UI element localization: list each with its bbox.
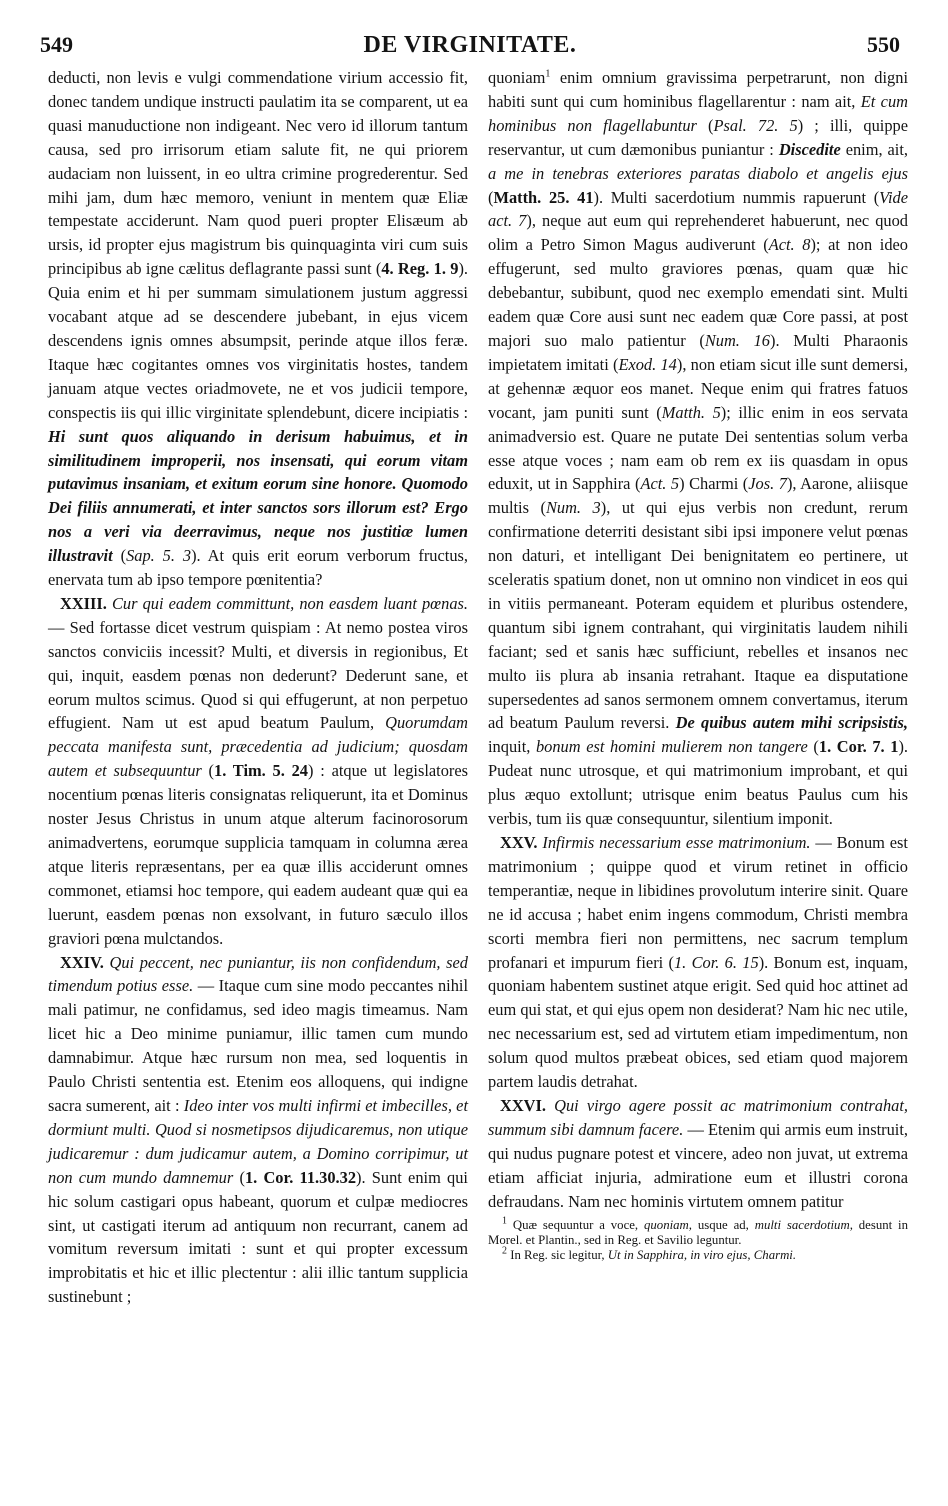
footnote-1: $^1$ Quæ sequuntur a voce, quoniam, usque ad, multi sacerdotium, desunt in Morel. et Plantin., sed in Reg. et Savilio leguntur. bbox=[488, 1215, 908, 1247]
section-23: XXIII. Cur qui eadem committunt, non easdem luant pœnas. — Sed fortasse dicet vestrum quispiam : At nemo postea viros sanctos conviciis incessit? Multi, et diversis in regionibus, Et qui, inquit, easdem pœnas non dederunt? Dederunt sane, et eorum multos scimus. Quod si qui effugerunt, at non perpetuo effugient. Nam ut est apud beatum Paulum, Quorumdam peccata manifesta sunt, præcedentia ad judicium; quosdam autem et subsequuntur (1. Tim. 5. 24) : atque ut legislatores nocentium pœnas literis consignatas reliquerunt, ita et Dominus noster Jesus Christus in unum atque alterum facinorosorum animadvertens, eorumque supplicia tamquam in columna ærea atque literis repræsentans, per ea quæ illis acciderunt omnes commonet, etiamsi hoc tempore, qui eadem audeant quæ qui ea luerunt, easdem pœnas non exsolvant, in futuro sæculo illos graviori pœna mulctandos. bbox=[48, 593, 469, 948]
footnotes bbox=[488, 1215, 908, 1263]
footnote-2: $^2$ In Reg. sic legitur, Ut in Sapphira, in viro ejus, Charmi. bbox=[502, 1245, 797, 1262]
page-number-left: 549 bbox=[40, 32, 73, 57]
footnote-mark: 1 bbox=[502, 1215, 507, 1227]
scripture-reference: 1. Cor. 11.30.32 bbox=[244, 1167, 357, 1187]
section-24: XXIV. Qui peccent, nec puniantur, iis non confidendum, sed timendum potius esse. — Itaque cum sine modo peccantes nihil mali patimur, ne confidamus, sed ideo magis timeamus. Nam licet hic a Deo minime puniamur, illic tamen cum mundo damnabimur. Atque hæc rursum non mea, sed loquentis in Paulo Christi sententia est. Etenim eos alloquens, qui indigne sacra sumerent, ait : Ideo inter vos multi infirmi et imbecilles, et dormiunt multi. Quod si nosmetipsos dijudicaremus, non utique judicaremur : dum judicamur autem, a Domino corripimur, ut non cum mundo damnemur (1. Cor. 11.30.32). Sunt enim qui hic solum castigari opus habeant, quorum et culpæ mediocres sint, ut castigati iterum ad antiquum non recurrant, canem ad vomitum reversum imitati : sunt et qui propter excessum improbitatis et hic et illic plectentur : alii illic tantum supplicia sustinebunt ; bbox=[48, 952, 469, 1307]
scripture-reference: Sap. 5. 3 bbox=[126, 546, 192, 566]
scripture-quote: Et cum hominibus non flagellabuntur bbox=[488, 91, 908, 135]
footnote-mark: 2 bbox=[502, 1245, 507, 1257]
section-number: XXIV. bbox=[60, 952, 104, 972]
page-number-right: 550 bbox=[867, 32, 900, 57]
section-number: XXV. bbox=[500, 833, 538, 852]
section-title: Infirmis necessarium esse matrimonium. bbox=[542, 833, 811, 852]
left-column bbox=[48, 66, 468, 1309]
footnote-marker: 1 bbox=[545, 68, 551, 80]
scripture-reference: 1. Cor. 6. 15 bbox=[673, 952, 759, 972]
section-title: Qui virgo agere possit ac matrimonium contrahat, summum sibi damnum facere. bbox=[488, 1095, 908, 1139]
section-title: Qui peccent, nec puniantur, iis non confidendum, sed timendum potius esse. bbox=[48, 952, 469, 996]
scripture-quote: Ideo inter vos multi infirmi et imbecilles, et dormiunt multi. Quod si nosmetipsos dijudicaremus, non utique judicaremur : dum judicamur autem, a Domino corripimur, ut non cum mundo damnemur bbox=[48, 1095, 468, 1187]
scripture-reference: 1. Cor. 7. 1 bbox=[818, 737, 899, 757]
scripture-reference: Num. 16 bbox=[704, 330, 770, 350]
scripture-reference: Vide act. 7 bbox=[488, 187, 908, 231]
paragraph-continuation: deducti, non levis e vulgi commendatione virium accessio fit, donec tandem undique instructi paulatim ita se comparent, ut ea quasi manuductione non indigeant. Nec vero id illorum tantum causa, sed pro irrisorum etiam salute fit, ne qui priorem audaciam non luissent, in eo ultra crimine progrederentur. Sed mihi jam, dum hæc memoro, veniunt in mentem quæ Eliæ tempestate acciderunt. Nam quod pueri propter Elisæum ab ursis, id propter ejus magistrum bis quinquaginta viri cum suis principibus ab igne cælitus deflagrante passi sunt (4. Reg. 1. 9). Quia enim et hi per summam simulationem justum aggressi vocabant atque ad se descendere jubebant, in ejus vicem descendens ignis omnes absumpsit, perinde atque illos feræ. Itaque hæc cogitantes omnes vos virginitatis hostes, tandem januam atque vectes oriadmovete, ne et vos judicii tempore, conspectis iis qui illic virginitate splendebunt, dicere incipiatis : Hi sunt quos aliquando in derisum habuimus, et in similitudinem improperii, nos insensati, qui eorum vitam putavimus insaniam, et exitum eorum sine honore. Quomodo Dei filiis annumerati, et inter sanctos sors illorum est? Ergo nos a veri via deerravimus, neque nos justitiæ lumen illustravit (Sap. 5. 3). At quis erit eorum verborum fructus, enervata tum ab ipso tempore pœnitentia? bbox=[48, 68, 469, 590]
section-25: XXV. Infirmis necessarium esse matrimonium. — Bonum est matrimonium ; quippe quod et virum retinet in officio temperantiæ, neque in libidines provolutum interire sinit. Quare ne id accusa ; habet enim ingens commodum, Christi membra scorti membra fieri non permittens, nec sacrum templum profanari et impurum fieri (1. Cor. 6. 15). Bonum est, inquam, quoniam habentem sustinet atque erigit. Sed quid hoc attinet ad eum qui stat, et qui ejus opem non desiderat? Nam hic nec utile, nec necessarium est, sed ad virtutem etiam impedimentum, non solum quod multos præbeat obices, sed etiam quod majorem partem laudis detrahat. bbox=[488, 833, 909, 1092]
scripture-reference: Act. 5 bbox=[640, 474, 680, 494]
scripture-reference: Psal. 72. 5 bbox=[713, 115, 798, 135]
scripture-quote: Hi sunt quos aliquando in derisum habuimus, et in similitudinem improperii, nos insensati, qui eorum vitam putavimus insaniam, et exitum eorum sine honore. Quomodo Dei filiis annumerati, et inter sanctos sors illorum est? Ergo nos a veri via deerravimus, neque nos justitiæ lumen illustravit bbox=[48, 426, 468, 566]
scripture-reference: Jos. 7 bbox=[748, 474, 787, 494]
scripture-reference: Exod. 14 bbox=[618, 354, 677, 374]
scripture-quote: bonum est homini mulierem non tangere bbox=[535, 737, 808, 757]
scripture-quote: Quorumdam peccata manifesta sunt, præcedentia ad judicium; quosdam autem et subsequuntur bbox=[48, 713, 468, 781]
scripture-reference: 4. Reg. 1. 9 bbox=[381, 259, 459, 279]
scripture-reference: Matth. 25. 41 bbox=[493, 187, 594, 207]
scripture-quote: De quibus autem mihi scripsistis, bbox=[675, 713, 908, 733]
paragraph-continuation: quoniam$^1$ enim omnium gravissima perpetrarunt, non digni habiti sunt qui cum hominibus flagellarentur : nam ait, Et cum hominibus non flagellabuntur (Psal. 72. 5) ; illi, quippe reservantur, ut cum dæmonibus puniantur : Discedite enim, ait, a me in tenebras exteriores paratas diabolo et angelis ejus (Matth. 25. 41). Multi sacerdotium nummis rapuerunt (Vide act. 7), neque aut eum qui reprehenderet habuerunt, nec quod olim a Petro Simon Magus audiverunt (Act. 8); at non ideo effugerunt, sed multo graviores pœnas, quam quæ hic debebantur, subibunt, quod nec exemplo emendati sint. Multi eadem quæ Core ausi sunt nec eadem quæ Core passi, at post majori suo malo patientur (Num. 16). Multi Pharaonis impietatem imitati (Exod. 14), non etiam sicut ille sunt demersi, at gehennæ æquor eos manet. Neque enim qui fratres fatuos vocant, jam puniti sunt (Matth. 5); illic enim in eos servata animadversio est. Quare ne putate Dei sententias solum verba esse atque voces ; nam eam ob rem ex iis quasdam in opus eduxit, ut in Sapphira (Act. 5) Charmi (Jos. 7), Aarone, aliisque multis (Num. 3), ut qui ejus verbis non credunt, rerum confirmatione deterriti desistant sibi ipsi imponere velut pœnas non daturi, et intelligant Dei benignitatem eo pertinere, ut sceleratis spatium donet, non ut omnino non vindicet in eos qui in vitiis permaneant. Poteram equidem et pluribus ostendere, quantum sibi ignem contrahant, qui virginitatis laudem nihili faciant; sed et sanis hæc sufficiunt, rebelles et insanos nec multo iis plura ab insania retrahant. Itaque ea disputatione supersedentes ad sanos sermonem omnem convertamus, iterum ad beatum Paulum reversi. De quibus autem mihi scripsistis, inquit, bonum est homini mulierem non tangere (1. Cor. 7. 1). Pudeat nunc utrosque, et qui matrimonium improbant, et qui plus æquo extollunt; utrisque enim beatus Paulus cum his verbis, tum iis quæ consequuntur, silentium imponit. bbox=[488, 68, 909, 829]
section-number: XXIII. bbox=[60, 593, 107, 613]
running-header bbox=[40, 32, 900, 62]
scripture-quote: a me in tenebras exteriores paratas diabolo et angelis ejus bbox=[488, 163, 908, 183]
section-title: Cur qui eadem committunt, non easdem luant pœnas. bbox=[112, 593, 468, 613]
scripture-reference: Num. 3 bbox=[545, 498, 601, 518]
right-column bbox=[488, 66, 908, 1263]
section-number: XXVI. bbox=[500, 1095, 546, 1115]
scripture-reference: Matth. 5 bbox=[661, 402, 721, 422]
scripture-reference: Act. 8 bbox=[768, 235, 811, 255]
section-26: XXVI. Qui virgo agere possit ac matrimonium contrahat, summum sibi damnum facere. — Etenim qui armis eum instruit, qui nudus pugnare potest et vincere, adeo non juvat, ut extrema etiam afficiat injuria, admiratione eum et illustri corona defraudans. Nam nec hominis virtutem omnem patitur bbox=[488, 1095, 909, 1211]
scripture-reference: 1. Tim. 5. 24 bbox=[214, 761, 308, 781]
running-title: DE VIRGINITATE. bbox=[363, 32, 577, 58]
scripture-quote: Discedite bbox=[778, 139, 841, 159]
